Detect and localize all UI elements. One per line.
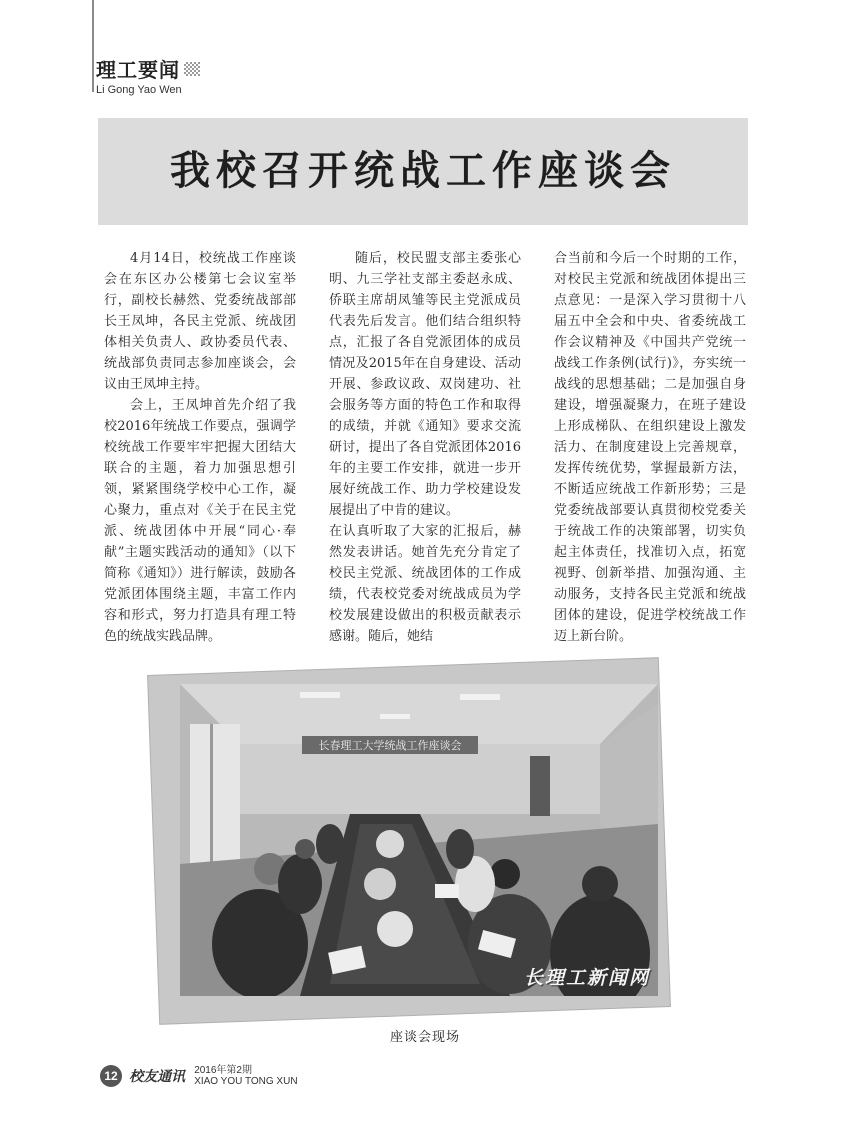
header-rule [92,0,94,92]
page-footer [100,1065,298,1089]
checker-pattern-icon [184,62,200,76]
banner-text: 长春理工大学统战工作座谈会 [318,739,462,752]
section-header [96,54,236,96]
magazine-name: 校友通讯 [129,1069,186,1085]
photo-watermark: 长理工新闻网 [523,967,650,989]
issue-number: 2016年第2期 [194,1065,252,1076]
paragraph-4-part-2: 合当前和今后一个时期的工作，对校民主党派和统战团体提出三点意见：一是深入学习贯彻十八届五中全会和中央、省委统战工作会议精神及《中国共产党统一战线工作条例(试行)》，夯实统一战线的思想基础；二是加强自身建设，增强凝聚力，在班子建设上形成梯队、在组织建设上激发活力、在制度建设上完善规章，发挥传统优势，掌握最新方法，不断适应统战工作新形势；三是党委统战部要认真贯彻校党委关于统战工作的决策部署，切实负起主体责任，找准切入点，拓宽视野、创新举措、加强沟通、主动服务，支持各民主党派和统战团体的建设，促进学校统战工作迈上新台阶。 [554,251,746,644]
paragraph-2: 会上，王凤坤首先介绍了我校2016年统战工作要点，强调学校统战工作要牢牢把握大团结大联合的主题，着力加强思想引领，紧紧围绕学校中心工作，凝心聚力，重点对《关于在民主党派、统战团体中开展“同心·奉献”主题实践活动的通知》（以下简称《通知》）进行解读，鼓励各党派团体围绕主题，丰富工作内容和形式，努力打造具有理工特色的统战实践品牌。 [104,398,296,644]
meeting-scene [180,684,658,996]
page-number: 12 [100,1065,122,1087]
section-pinyin: Li Gong Yao Wen [96,84,182,96]
article-title: 我校召开统战工作座谈会 [170,148,676,194]
title-band [98,118,748,225]
magazine-pinyin: XIAO YOU TONG XUN [194,1076,298,1087]
paragraph-4-part-1: 在认真听取了大家的汇报后，赫然发表讲话。她首先充分肯定了校民主党派、统战团体的工作成绩，代表校党委对统战成员为学校发展建设做出的积极贡献表示感谢。随后，她结 [329,524,521,644]
column-1 [104,248,296,647]
paragraph-1: 4月14日，校统战工作座谈会在东区办公楼第七会议室举行，副校长赫然、党委统战部部长王凤坤，各民主党派、统战团体相关负责人、政协委员代表、统战部负责同志参加座谈会，会议由王凤坤主持。 [104,251,296,392]
paragraph-3: 随后，校民盟支部主委张心明、九三学社支部主委赵永成、侨联主席胡凤雏等民主党派成员代表先后发言。他们结合组织特点，汇报了各自党派团体的成员情况及2015年在自身建设、活动开展、参政议政、双岗建功、社会服务等方面的特色工作和取得的成绩，并就《通知》要求交流研讨，提出了各自党派团体2016年的主要工作安排，就进一步开展好统战工作、助力学校建设发展提出了中肯的建议。 [329,251,521,518]
column-2 [329,248,521,647]
issue-info [194,1065,297,1087]
section-title: 理工要闻 [96,58,180,82]
column-3 [554,248,746,647]
meeting-photo [180,684,658,996]
photo-caption: 座谈会现场 [389,1030,460,1045]
